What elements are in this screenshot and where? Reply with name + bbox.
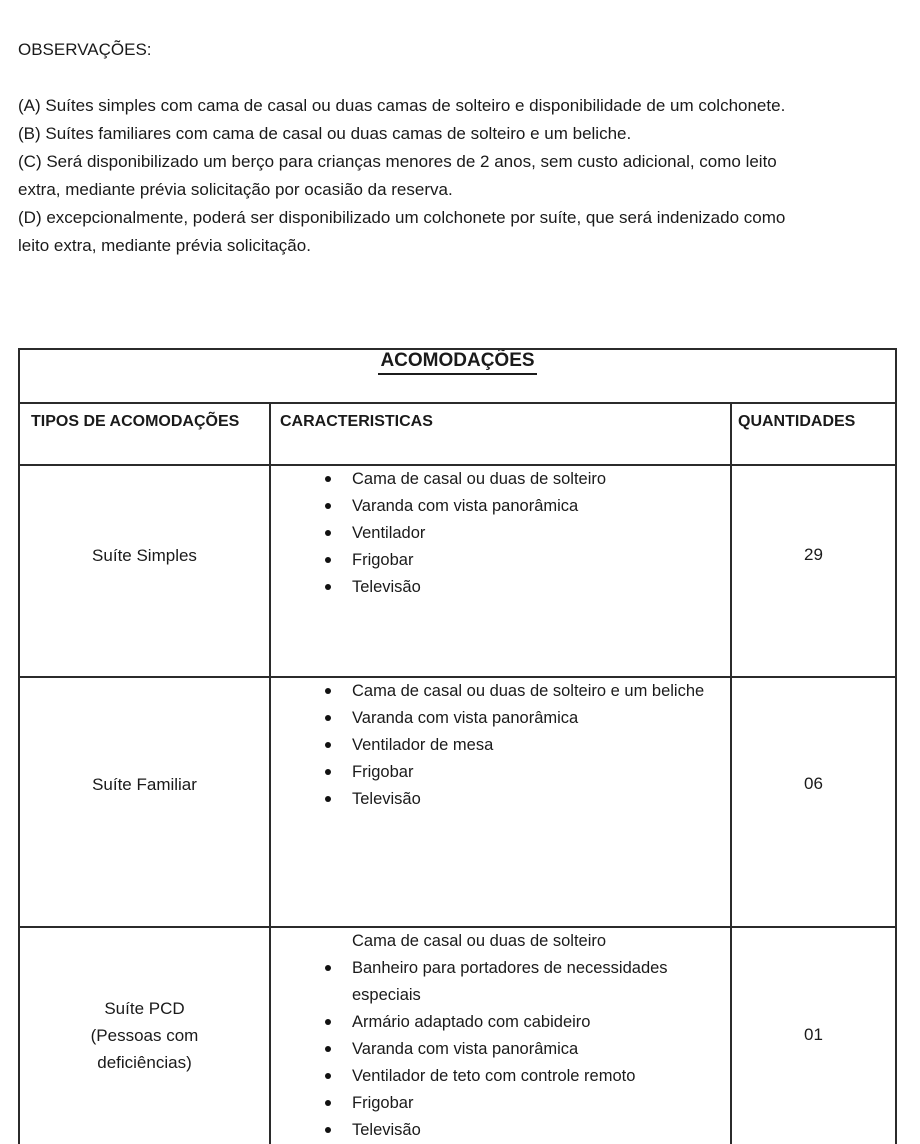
- characteristic-item: [271, 759, 723, 786]
- characteristic-text: Cama de casal ou duas de solteiro e um beliche: [352, 682, 705, 700]
- characteristic-text: Ventilador: [352, 524, 426, 542]
- characteristics-cell: [270, 465, 731, 677]
- quantity-cell: 29: [731, 465, 896, 677]
- observation-item-c: (C) Será disponibilizado um berço para crianças menores de 2 anos, sem custo adicional, como leito extra, mediante prévia solicitação por ocasião da reserva.: [18, 152, 777, 199]
- bullet-icon: [325, 1100, 331, 1106]
- observation-item-d: (D) excepcionalmente, poderá ser disponibilizado um colchonete por suíte, que será indenizado como leito extra, mediante prévia solicitação.: [18, 208, 786, 255]
- bullet-icon: [325, 715, 331, 721]
- bullet-icon: [325, 1127, 331, 1133]
- accommodation-type-line: Suíte PCD: [104, 998, 185, 1018]
- characteristic-text: Banheiro para portadores de necessidades especiais: [352, 959, 668, 1004]
- bullet-icon: [325, 688, 331, 694]
- characteristic-text: Ventilador de mesa: [352, 736, 494, 754]
- bullet-icon: [325, 1019, 331, 1025]
- table-row: [19, 465, 896, 677]
- characteristics-cell: [270, 677, 731, 927]
- column-header-tipos-de-acomodacoes: TIPOS DE ACOMODAÇÕES: [19, 403, 270, 465]
- bullet-icon: [325, 503, 331, 509]
- characteristic-text: Frigobar: [352, 1094, 414, 1112]
- bullet-icon: [325, 965, 331, 971]
- bullet-icon: [325, 530, 331, 536]
- characteristic-text: Varanda com vista panorâmica: [352, 709, 579, 727]
- characteristic-item: [271, 1063, 723, 1090]
- bullet-icon: [325, 1046, 331, 1052]
- accommodation-type-cell: [19, 465, 270, 677]
- characteristic-text: Armário adaptado com cabideiro: [352, 1013, 591, 1031]
- bullet-icon: [325, 742, 331, 748]
- bullet-icon: [325, 1073, 331, 1079]
- quantity-cell: 01: [731, 927, 896, 1144]
- bullet-icon: [325, 476, 331, 482]
- characteristic-item: [271, 1009, 723, 1036]
- table-header-row: [19, 403, 896, 465]
- table-title: ACOMODAÇÕES: [378, 350, 536, 375]
- characteristic-text: Televisão: [352, 1121, 421, 1139]
- characteristic-item: [271, 786, 723, 813]
- quantity-cell: 06: [731, 677, 896, 927]
- characteristic-item: [271, 955, 723, 1009]
- bullet-icon: [325, 584, 331, 590]
- characteristic-item: [271, 1036, 723, 1063]
- bullet-icon: [325, 557, 331, 563]
- characteristic-item: [271, 466, 723, 493]
- characteristic-item: [271, 678, 723, 705]
- characteristic-text: Frigobar: [352, 551, 414, 569]
- characteristic-item: [271, 1090, 723, 1117]
- characteristics-list: [271, 678, 730, 813]
- characteristic-item: [271, 547, 723, 574]
- accommodation-type-line: Suíte Simples: [92, 545, 197, 565]
- characteristic-item: [271, 1117, 723, 1144]
- accommodation-type-line: Suíte Familiar: [92, 774, 197, 794]
- table-row: [19, 677, 896, 927]
- observation-item-b: (B) Suítes familiares com cama de casal ou duas camas de solteiro e um beliche.: [18, 124, 632, 143]
- characteristic-item: [271, 928, 723, 955]
- characteristic-text: Cama de casal ou duas de solteiro: [352, 470, 607, 488]
- observations-section: [18, 36, 790, 292]
- observation-item-a: (A) Suítes simples com cama de casal ou duas camas de solteiro e disponibilidade de um colchonete.: [18, 96, 786, 115]
- characteristic-item: [271, 732, 723, 759]
- characteristic-text: Cama de casal ou duas de solteiro: [352, 932, 607, 950]
- bullet-icon: [325, 769, 331, 775]
- characteristic-item: [271, 574, 723, 601]
- bullet-icon: [325, 796, 331, 802]
- observations-title: OBSERVAÇÕES:: [18, 40, 152, 59]
- characteristics-list: [271, 928, 730, 1144]
- characteristics-list: [271, 466, 730, 601]
- table-row: [19, 927, 896, 1144]
- column-header-quantidades: QUANTIDADES: [731, 403, 896, 465]
- accommodations-table: [18, 348, 897, 1144]
- table-title-row: [19, 349, 896, 403]
- accommodation-type-line: (Pessoas com: [90, 1025, 199, 1045]
- characteristic-item: [271, 520, 723, 547]
- table-title-cell: [19, 349, 896, 403]
- characteristic-text: Frigobar: [352, 763, 414, 781]
- characteristic-text: Televisão: [352, 578, 421, 596]
- characteristic-text: Varanda com vista panorâmica: [352, 497, 579, 515]
- accommodation-type-line: deficiências): [97, 1052, 192, 1072]
- accommodation-type-cell: [19, 677, 270, 927]
- characteristic-text: Televisão: [352, 790, 421, 808]
- characteristic-item: [271, 705, 723, 732]
- column-header-caracteristicas: CARACTERISTICAS: [270, 403, 731, 465]
- characteristics-cell: [270, 927, 731, 1144]
- characteristic-text: Varanda com vista panorâmica: [352, 1040, 579, 1058]
- characteristic-item: [271, 493, 723, 520]
- accommodation-type-cell: [19, 927, 270, 1144]
- accommodations-tbody: [19, 465, 896, 1144]
- characteristic-text: Ventilador de teto com controle remoto: [352, 1067, 636, 1085]
